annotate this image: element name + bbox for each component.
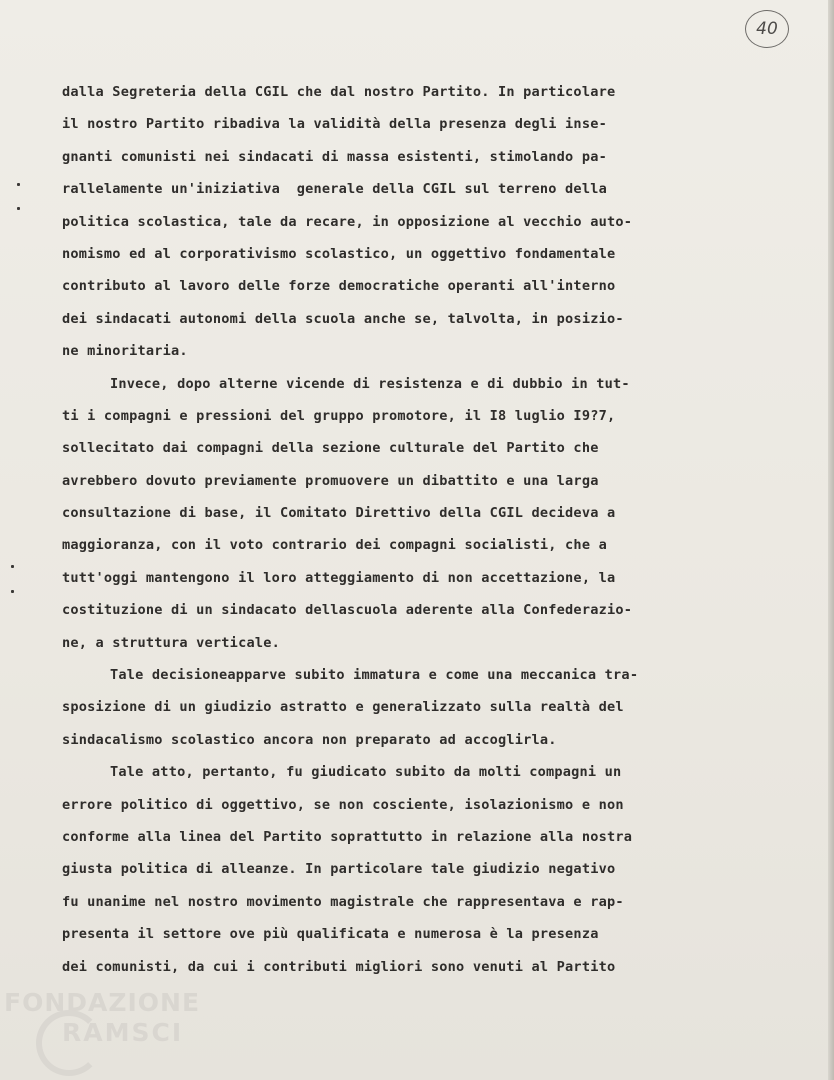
text-line: avrebbero dovuto previamente promuovere un dibattito e una larga: [62, 472, 599, 489]
page-edge-shadow: [828, 0, 834, 1080]
text-line: ne minoritaria.: [62, 343, 188, 360]
margin-mark: [17, 207, 20, 210]
margin-mark: [11, 565, 14, 568]
text-line: sollecitato dai compagni della sezione culturale del Partito che: [62, 440, 599, 457]
paragraph: [62, 659, 742, 756]
text-line: politica scolastica, tale da recare, in opposizione al vecchio auto-: [62, 213, 633, 230]
paragraph: [62, 368, 742, 660]
text-line: gnanti comunisti nei sindacati di massa esistenti, stimolando pa-: [62, 148, 607, 165]
text-line: ti i compagni e pressioni del gruppo promotore, il I8 luglio I9?7,: [62, 407, 616, 424]
text-line: contributo al lavoro delle forze democratiche operanti all'interno: [62, 278, 616, 295]
text-line: conforme alla linea del Partito soprattutto in relazione alla nostra: [62, 828, 633, 845]
text-line: Tale decisioneapparve subito immatura e come una meccanica tra-: [110, 667, 639, 684]
text-line: Invece, dopo alterne vicende di resistenza e di dubbio in tut-: [110, 375, 630, 392]
text-line: sposizione di un giudizio astratto e generalizzato sulla realtà del: [62, 699, 624, 716]
text-line: tutt'oggi mantengono il loro atteggiamento di non accettazione, la: [62, 569, 616, 586]
text-line: maggioranza, con il voto contrario dei compagni socialisti, che a: [62, 537, 607, 554]
archive-watermark: [4, 988, 214, 1078]
watermark-line-2: RAMSCI: [62, 1018, 184, 1047]
paragraph: [62, 756, 742, 983]
text-line: giusta politica di alleanze. In particolare tale giudizio negativo: [62, 861, 616, 878]
page-number-circled: 40: [745, 10, 789, 48]
text-line: errore politico di oggettivo, se non cosciente, isolazionismo e non: [62, 796, 624, 813]
text-line: consultazione di base, il Comitato Direttivo della CGIL decideva a: [62, 505, 616, 522]
text-line: presenta il settore ove più qualificata e numerosa è la presenza: [62, 926, 599, 943]
typed-text-body: [62, 76, 742, 983]
text-line: ne, a struttura verticale.: [62, 634, 280, 651]
text-line: fu unanime nel nostro movimento magistrale che rappresentava e rap-: [62, 893, 624, 910]
text-line: dei comunisti, da cui i contributi migliori sono venuti al Partito: [62, 958, 616, 975]
text-line: costituzione di un sindacato dellascuola aderente alla Confederazio-: [62, 602, 633, 619]
text-line: sindacalismo scolastico ancora non preparato ad accoglirla.: [62, 731, 557, 748]
margin-mark: [17, 183, 20, 186]
text-line: il nostro Partito ribadiva la validità della presenza degli inse-: [62, 116, 607, 133]
text-line: rallelamente un'iniziativa generale della CGIL sul terreno della: [62, 181, 607, 198]
margin-mark: [11, 590, 14, 593]
text-line: nomismo ed al corporativismo scolastico, un oggettivo fondamentale: [62, 245, 616, 262]
text-line: dalla Segreteria della CGIL che dal nostro Partito. In particolare: [62, 84, 616, 100]
text-line: dei sindacati autonomi della scuola anche se, talvolta, in posizio-: [62, 310, 624, 327]
text-line: Tale atto, pertanto, fu giudicato subito da molti compagni un: [110, 764, 622, 781]
watermark-line-1: FONDAZIONE: [4, 988, 201, 1017]
paragraph: [62, 76, 742, 368]
